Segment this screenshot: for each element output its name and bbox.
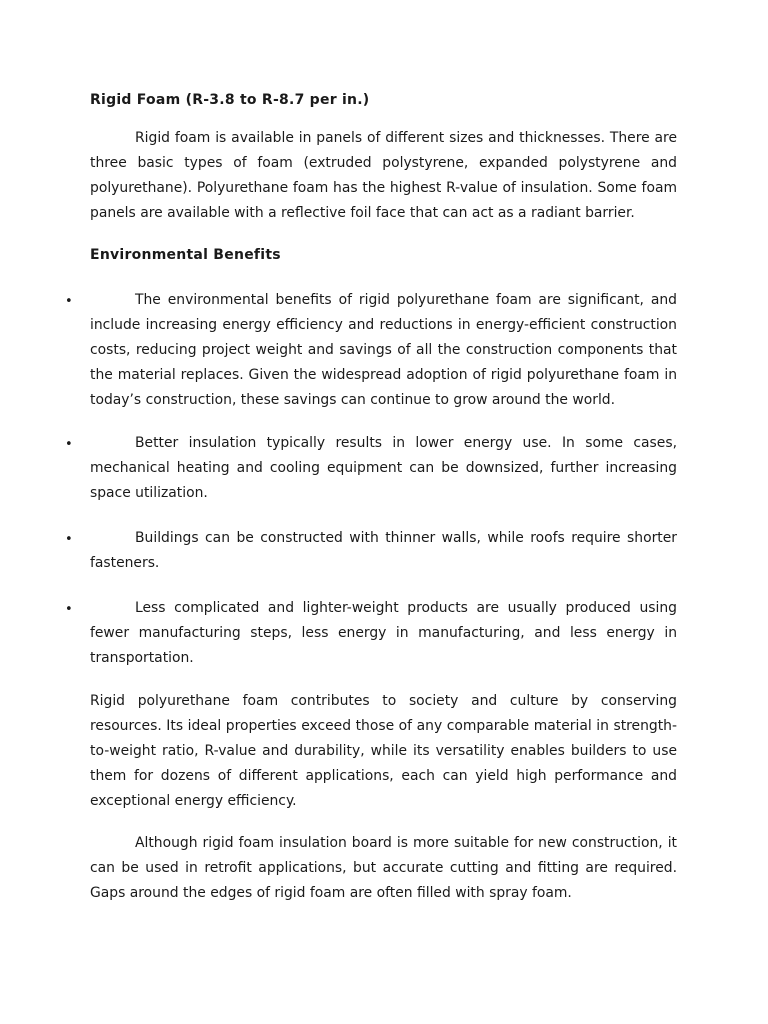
heading-rigid-foam: Rigid Foam (R-3.8 to R-8.7 per in.) [90, 92, 370, 108]
bullet-text: Better insulation typically results in lower energy use. In some cases, mechanical heating and cooling equipment can be downsized, further increasing space utilization. [90, 435, 677, 501]
bullet-icon: • [65, 602, 73, 617]
bullet-icon: • [65, 294, 73, 309]
bullet-text: Buildings can be constructed with thinner walls, while roofs require shorter fasteners. [90, 530, 677, 571]
bullet-icon: • [65, 437, 73, 452]
intro-paragraph: Rigid foam is available in panels of different sizes and thicknesses. There are three basic types of foam (extruded polystyrene, expanded polystyrene and polyurethane). Polyurethane foam has the highest R-value of insulation. Some foam panels are available with a reflective foil face that can act as a radiant barrier. [90, 130, 677, 221]
bullet-text: Less complicated and lighter-weight products are usually produced using fewer manufacturing steps, less energy in manufacturing, and less energy in transportation. [90, 600, 677, 666]
bullet-text: The environmental benefits of rigid polyurethane foam are significant, and include increasing energy efficiency and reductions in energy-efficient construction costs, reducing project weight and savings of all the construction components that the material replaces. Given the widespread adoption of rigid polyurethane foam in today’s construction, these savings can continue to grow around the world. [90, 292, 677, 408]
retrofit-paragraph: Although rigid foam insulation board is more suitable for new construction, it can be used in retrofit applications, but accurate cutting and fitting are required. Gaps around the edges of rigid foam are often filled with spray foam. [90, 835, 677, 901]
society-paragraph: Rigid polyurethane foam contributes to society and culture by conserving resources. Its ideal properties exceed those of any comparable material in strength-to-weight ratio, R-value and durability, while its versatility enables builders to use them for dozens of different applications, each can yield high performance and exceptional energy efficiency. [90, 693, 677, 809]
heading-environmental-benefits: Environmental Benefits [90, 247, 281, 263]
bullet-icon: • [65, 532, 73, 547]
